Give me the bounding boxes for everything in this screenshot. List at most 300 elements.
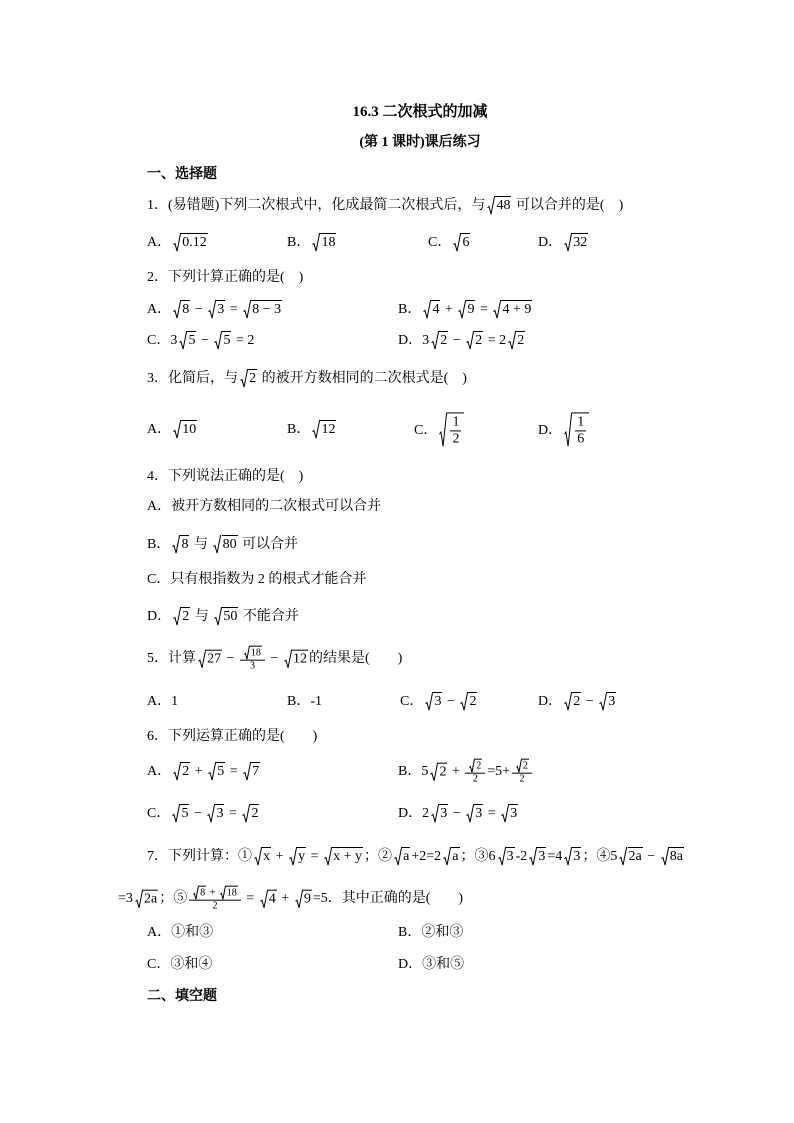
radicand: 6 <box>462 235 470 250</box>
math-text: =4 <box>547 849 563 864</box>
radicand: 2 <box>476 760 482 772</box>
math-text: 的被开方数相同的二次根式是( ) <box>258 371 467 386</box>
radical-sign-icon <box>431 331 439 350</box>
radical-sign-icon <box>564 692 572 711</box>
radicand: 5 <box>181 806 189 821</box>
math-text: C．3 <box>147 333 178 348</box>
math-text: D．3 <box>398 333 430 348</box>
radical-sign-icon <box>289 847 297 866</box>
radicand: 2a <box>628 849 642 864</box>
square-root <box>661 847 684 866</box>
radical-sign-icon <box>453 233 461 252</box>
radical-sign-icon <box>469 759 475 773</box>
radical-sign-icon <box>564 233 572 252</box>
numerator: 1 <box>450 414 461 431</box>
math-text: − <box>449 806 465 821</box>
radicand: 3 <box>434 694 442 709</box>
radicand: 2 <box>573 694 581 709</box>
question-2-option-d <box>398 331 526 351</box>
math-text: + <box>207 887 218 899</box>
radicand: 3 <box>506 849 514 864</box>
square-root <box>425 692 442 711</box>
radical-sign-icon <box>193 886 199 900</box>
radical-sign-icon <box>244 646 250 660</box>
square-root <box>487 196 511 215</box>
question-6-option-a <box>147 762 261 782</box>
math-text: 可以合并 <box>238 537 299 552</box>
radicand: y <box>298 849 306 864</box>
math-text: D． <box>147 609 172 624</box>
square-root <box>466 804 483 823</box>
math-text: = <box>242 891 258 907</box>
math-text: C． <box>428 235 452 250</box>
math-text: B． <box>287 422 311 437</box>
radicand: 2 <box>439 764 447 780</box>
math-text: = <box>226 302 242 317</box>
square-root <box>324 847 363 866</box>
math-text: ；④5 <box>582 849 618 864</box>
math-text: =3 <box>118 891 133 907</box>
math-text: B． <box>398 302 422 317</box>
radicand: 5 <box>188 333 196 348</box>
square-root <box>289 847 306 866</box>
square-root <box>254 847 271 866</box>
radicand: 5 <box>223 333 231 348</box>
radicand: 8 <box>200 887 206 899</box>
radical-sign-icon <box>430 762 438 781</box>
radicand: a <box>452 849 459 864</box>
radicand: 18 <box>321 235 336 250</box>
radical-sign-icon <box>240 369 248 388</box>
square-root <box>431 804 448 823</box>
question-6-stem <box>147 727 317 747</box>
fraction <box>450 414 461 447</box>
square-root <box>214 607 238 626</box>
radicand <box>447 412 464 447</box>
math-text: A． <box>147 764 172 779</box>
radical-sign-icon <box>173 300 181 319</box>
radicand: 2a <box>144 891 158 907</box>
radicand: 12 <box>321 422 336 437</box>
square-root <box>498 847 515 866</box>
question-1-option-a <box>147 233 209 253</box>
radicand: 3 <box>216 806 224 821</box>
radicand: 3 <box>217 302 225 317</box>
question-7-stem <box>147 847 685 867</box>
radical-sign-icon <box>466 331 474 350</box>
square-root <box>207 804 224 823</box>
math-text: ；② <box>364 849 393 864</box>
radical-sign-icon <box>493 300 501 319</box>
math-text: − <box>190 806 206 821</box>
radicand: 2 <box>182 764 190 779</box>
radical-sign-icon <box>295 889 303 908</box>
math-text: B．②和③ <box>398 925 464 940</box>
radicand: a <box>403 849 410 864</box>
math-text: A． <box>147 302 172 317</box>
radical-sign-icon <box>242 804 250 823</box>
question-4-option-d <box>147 607 299 627</box>
radical-sign-icon <box>443 847 451 866</box>
radicand: 3 <box>510 806 518 821</box>
math-text: C． <box>414 423 438 439</box>
math-text: A．被开方数相同的二次根式可以合并 <box>147 499 382 514</box>
radicand: 2 <box>517 333 525 348</box>
numerator <box>465 759 485 774</box>
radical-sign-icon <box>394 847 402 866</box>
square-root <box>208 300 225 319</box>
radicand: 18 <box>226 887 237 899</box>
radicand: 2 <box>249 371 257 386</box>
math-text: =5+ <box>487 764 511 780</box>
question-3-option-d <box>538 412 590 447</box>
math-text: = <box>226 764 242 779</box>
square-root <box>172 804 189 823</box>
radicand: 3 <box>475 806 483 821</box>
radicand <box>572 412 589 447</box>
radical-sign-icon <box>529 847 537 866</box>
radicand: 2 <box>440 333 448 348</box>
square-root <box>529 847 546 866</box>
square-root <box>599 692 616 711</box>
radical-sign-icon <box>214 331 222 350</box>
radicand: 48 <box>496 198 511 213</box>
radical-sign-icon <box>423 300 431 319</box>
square-root <box>431 331 448 350</box>
math-text: = 2 <box>484 333 507 348</box>
radical-sign-icon <box>254 847 262 866</box>
question-7-option-c <box>147 955 212 975</box>
square-root <box>284 649 308 668</box>
question-5-option-c <box>400 692 478 712</box>
radicand: x <box>263 849 271 864</box>
math-text: A．①和③ <box>147 925 214 940</box>
math-text: + <box>191 764 207 779</box>
radicand: 8 − 3 <box>252 302 282 317</box>
question-7-option-b <box>398 923 463 943</box>
square-root <box>564 412 589 447</box>
square-root <box>260 889 277 908</box>
radical-sign-icon <box>516 759 522 773</box>
radicand: 9 <box>303 891 311 907</box>
radicand: 4 <box>432 302 440 317</box>
square-root <box>242 804 259 823</box>
square-root <box>619 847 642 866</box>
question-4-option-b <box>147 535 298 555</box>
radicand: 2 <box>182 609 190 624</box>
square-root <box>460 692 477 711</box>
math-text: B．-1 <box>287 694 322 709</box>
square-root <box>564 847 581 866</box>
radicand: 0.12 <box>182 235 207 250</box>
radical-sign-icon <box>214 607 222 626</box>
square-root <box>208 762 225 781</box>
radical-sign-icon <box>284 649 292 668</box>
square-root <box>469 759 482 773</box>
radical-sign-icon <box>312 233 320 252</box>
radical-sign-icon <box>208 300 216 319</box>
radicand: 27 <box>207 651 222 667</box>
question-6-option-b <box>398 759 534 786</box>
math-text: 7．下列计算：① <box>147 849 252 864</box>
fraction <box>512 759 532 786</box>
math-text: C．③和④ <box>147 957 213 972</box>
math-text: = <box>307 849 323 864</box>
square-root <box>295 889 312 908</box>
radical-sign-icon <box>243 762 251 781</box>
question-4-option-a <box>147 497 381 517</box>
math-text: 3．化简后，与 <box>147 371 238 386</box>
radical-sign-icon <box>487 196 495 215</box>
radical-sign-icon <box>198 649 206 668</box>
math-text: − <box>223 651 239 667</box>
math-text: 与 <box>190 537 212 552</box>
math-text: 可以合并的是( ) <box>512 198 624 213</box>
square-root <box>394 847 410 866</box>
square-root <box>214 331 231 350</box>
math-text: 不能合并 <box>239 609 299 624</box>
radicand: 3 <box>538 849 546 864</box>
numerator <box>512 759 532 774</box>
radical-sign-icon <box>619 847 627 866</box>
math-text: ；⑤ <box>159 891 188 907</box>
fraction <box>189 886 241 913</box>
numerator <box>240 646 265 661</box>
square-root <box>220 886 238 900</box>
radical-sign-icon <box>220 886 226 900</box>
math-text: − <box>191 302 207 317</box>
radical-sign-icon <box>207 804 215 823</box>
math-text: +2=2 <box>411 849 442 864</box>
math-text: D．③和⑤ <box>398 957 465 972</box>
question-1-stem <box>147 196 623 216</box>
square-root <box>508 331 525 350</box>
square-root <box>439 412 464 447</box>
question-5-stem <box>147 646 402 673</box>
square-root <box>501 804 518 823</box>
radical-sign-icon <box>498 847 506 866</box>
radical-sign-icon <box>564 847 572 866</box>
math-text: − <box>443 694 459 709</box>
radical-sign-icon <box>173 762 181 781</box>
fraction <box>465 759 485 786</box>
math-text: 的结果是( ) <box>308 651 403 667</box>
math-text: B． <box>287 235 311 250</box>
question-7-option-d <box>398 955 464 975</box>
math-text: − <box>643 849 659 864</box>
radical-sign-icon <box>460 692 468 711</box>
page-title: 16.3 二次根式的加减 <box>352 104 488 120</box>
radicand: 5 <box>217 764 225 779</box>
radical-sign-icon <box>508 331 516 350</box>
radical-sign-icon <box>172 804 180 823</box>
numerator: 1 <box>575 414 586 431</box>
math-text: ；③6 <box>460 849 496 864</box>
math-text: D． <box>538 235 563 250</box>
radical-sign-icon <box>173 607 181 626</box>
question-5-option-a <box>147 692 178 712</box>
math-text: 6．下列运算正确的是( ) <box>147 729 318 744</box>
math-text: 2．下列计算正确的是( ) <box>147 270 304 285</box>
question-1-option-d <box>538 233 589 253</box>
radical-sign-icon <box>564 412 572 447</box>
radical-sign-icon <box>431 804 439 823</box>
radical-sign-icon <box>213 535 221 554</box>
denominator: 2 <box>212 900 218 912</box>
radicand: 80 <box>222 537 237 552</box>
question-1-option-b <box>287 233 337 253</box>
math-text: 1．(易错题)下列二次根式中，化成最简二次根式后，与 <box>147 198 486 213</box>
radicand: 3 <box>440 806 448 821</box>
question-7-stem-line-2 <box>118 886 463 913</box>
radical-sign-icon <box>439 412 447 447</box>
square-root <box>516 759 529 773</box>
numerator <box>189 886 241 901</box>
math-text: C． <box>400 694 424 709</box>
radical-sign-icon <box>458 300 466 319</box>
square-root <box>564 692 581 711</box>
question-4-option-c <box>147 570 366 590</box>
square-root <box>443 847 459 866</box>
square-root <box>179 331 196 350</box>
denominator: 3 <box>249 660 255 672</box>
square-root <box>243 300 282 319</box>
radical-sign-icon <box>243 300 251 319</box>
square-root <box>466 331 483 350</box>
radical-sign-icon <box>501 804 509 823</box>
math-text: A． <box>147 235 172 250</box>
math-text: + <box>277 891 293 907</box>
math-text: + <box>448 764 464 780</box>
radical-sign-icon <box>661 847 669 866</box>
radicand: 10 <box>182 422 197 437</box>
math-text: A．1 <box>147 694 179 709</box>
square-root <box>213 535 237 554</box>
math-text: 与 <box>191 609 213 624</box>
square-root <box>430 762 447 781</box>
radical-sign-icon <box>425 692 433 711</box>
section-heading-fill: 二、填空题 <box>147 989 217 1004</box>
radical-sign-icon <box>208 762 216 781</box>
math-text: = <box>484 806 500 821</box>
radical-sign-icon <box>466 804 474 823</box>
fraction <box>240 646 265 673</box>
question-3-option-a <box>147 420 198 440</box>
math-text: − <box>582 694 598 709</box>
radicand: 3 <box>573 849 581 864</box>
question-5-option-b <box>287 692 322 712</box>
math-text: D． <box>538 694 563 709</box>
radical-sign-icon <box>135 889 143 908</box>
question-5-option-d <box>538 692 617 712</box>
square-root <box>135 889 158 908</box>
math-text: B．5 <box>398 764 429 780</box>
square-root <box>173 762 190 781</box>
radicand: 4 <box>268 891 276 907</box>
radicand: 2 <box>522 760 528 772</box>
fraction <box>575 414 586 447</box>
question-4-stem <box>147 467 303 487</box>
math-text: =5．其中正确的是( ) <box>312 891 464 907</box>
math-text: D．2 <box>398 806 430 821</box>
radical-sign-icon <box>173 233 181 252</box>
page-subtitle: (第 1 课时)课后练习 <box>359 135 481 150</box>
math-text: + <box>441 302 457 317</box>
radicand: 50 <box>223 609 238 624</box>
denominator: 6 <box>577 431 585 447</box>
radical-sign-icon <box>179 331 187 350</box>
radical-sign-icon <box>312 420 320 439</box>
radical-sign-icon <box>260 889 268 908</box>
radical-sign-icon <box>599 692 607 711</box>
denominator: 2 <box>519 773 525 785</box>
question-2-option-a <box>147 300 283 320</box>
radicand: 9 <box>467 302 475 317</box>
math-text: = <box>476 302 492 317</box>
square-root <box>243 762 260 781</box>
square-root <box>458 300 475 319</box>
square-root <box>173 233 208 252</box>
question-2-option-c <box>147 331 254 351</box>
square-root <box>173 300 190 319</box>
square-root <box>493 300 532 319</box>
radicand: 2 <box>469 694 477 709</box>
question-1-option-c <box>428 233 471 253</box>
question-2-stem <box>147 268 303 288</box>
math-text: − <box>197 333 213 348</box>
denominator: 2 <box>452 431 460 447</box>
math-text: 4．下列说法正确的是( ) <box>147 469 304 484</box>
question-6-option-d <box>398 804 519 824</box>
radicand: 8a <box>669 849 683 864</box>
question-3-option-b <box>287 420 337 440</box>
question-6-option-c <box>147 804 260 824</box>
square-root <box>193 886 206 900</box>
square-root <box>312 233 336 252</box>
radicand: 12 <box>292 651 307 667</box>
radicand: 8 <box>182 302 190 317</box>
square-root <box>423 300 440 319</box>
math-text: B． <box>147 537 171 552</box>
math-text: D． <box>538 423 563 439</box>
radicand: 2 <box>251 806 259 821</box>
math-text: A． <box>147 422 172 437</box>
math-text: = <box>225 806 241 821</box>
radicand: 7 <box>252 764 260 779</box>
square-root <box>240 369 257 388</box>
math-text: + <box>272 849 288 864</box>
square-root <box>198 649 222 668</box>
question-3-stem <box>147 369 467 389</box>
section-heading-choice: 一、选择题 <box>147 167 217 182</box>
square-root <box>173 607 190 626</box>
radical-sign-icon <box>173 420 181 439</box>
math-text: − <box>449 333 465 348</box>
question-2-option-b <box>398 300 533 320</box>
square-root <box>244 646 262 660</box>
math-text: C．只有根指数为 2 的根式才能合并 <box>147 572 367 587</box>
math-text: -2 <box>515 849 528 864</box>
denominator: 2 <box>472 773 478 785</box>
square-root <box>312 420 336 439</box>
radicand: 3 <box>608 694 616 709</box>
radical-sign-icon <box>172 535 180 554</box>
radicand: 8 <box>181 537 189 552</box>
math-text: C． <box>147 806 171 821</box>
radicand: x + y <box>333 849 363 864</box>
square-root <box>564 233 588 252</box>
square-root <box>172 535 189 554</box>
